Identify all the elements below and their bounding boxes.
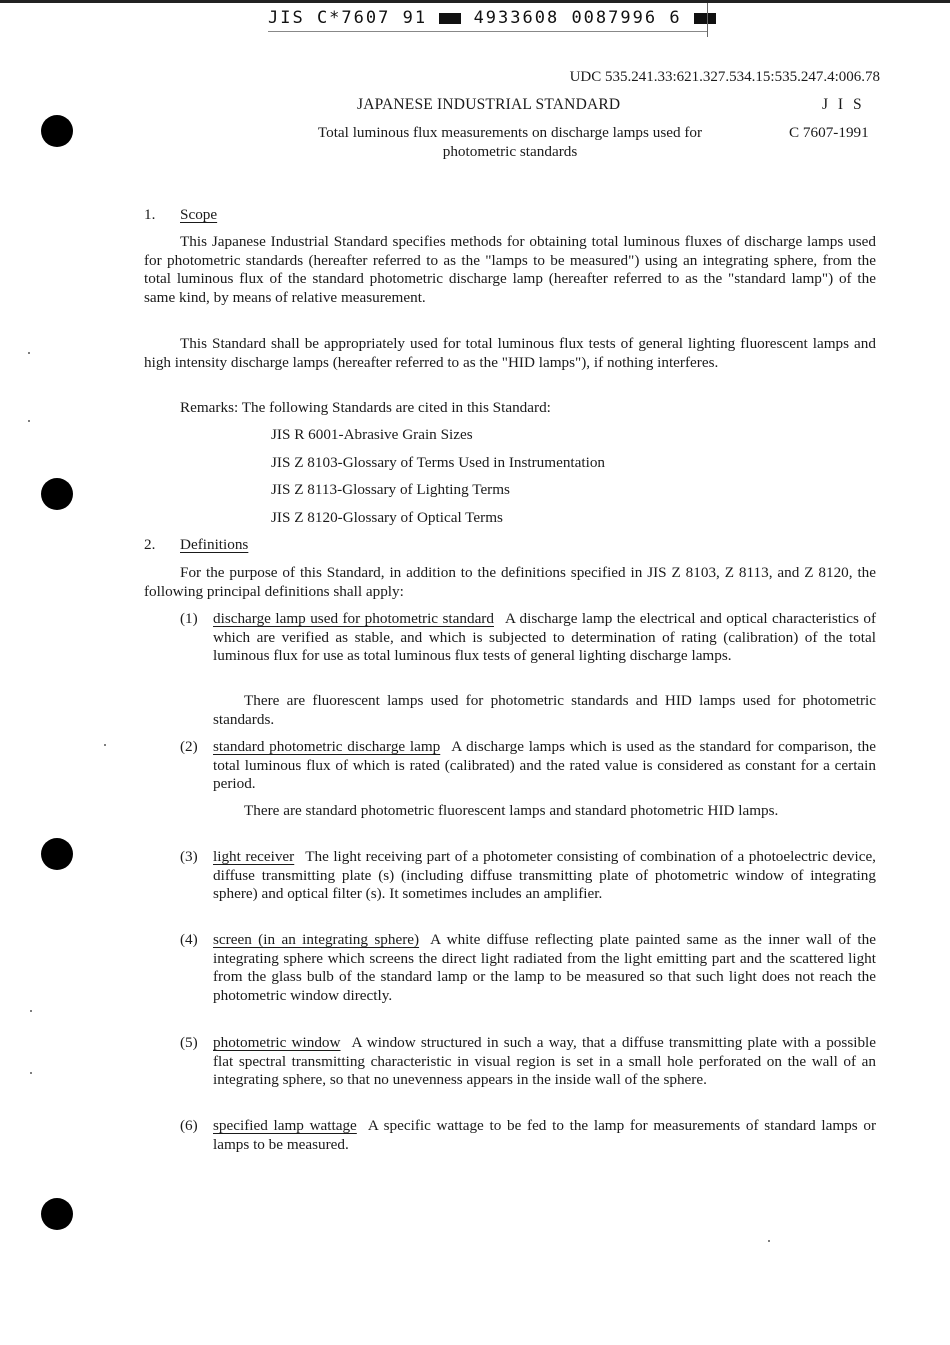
definition-term: specified lamp wattage [213,1117,357,1134]
definition-text: The light receiving part of a photometer consisting of combination of a photoelectric device, diffuse transmitting plate (s) (including diffuse transmitting plate of photometric window of integrating sphere) and optical filter (s). It sometimes includes an amplifier. [213,848,876,903]
definition-number: (6) [180,1117,198,1134]
punch-hole-icon [41,115,73,147]
black-block-mark-end [694,13,716,24]
scan-speck [30,1010,32,1012]
definition-text: A specific wattage to be fed to the lamp for measurements of standard lamps or lamps to be measured. [213,1117,877,1153]
definition-term: screen (in an integrating sphere) [213,931,420,948]
section-heading-scope: Scope [180,206,218,223]
definition-note: There are fluorescent lamps used for photometric standards and HID lamps used for photometric standards. [213,692,876,728]
punch-hole-icon [41,1198,73,1230]
section-number: 2. [144,536,156,553]
definition-item [213,1034,876,1090]
scope-paragraph-1: This Japanese Industrial Standard specifies methods for obtaining total luminous fluxes of discharge lamps used for photometric standards (hereafter referred to as the "lamps to be measured") using an integrating sphere, from the total luminous flux of the standard photometric discharge lamp (hereafter referred to as the "standard lamp") of the same kind, by means of relative measurement. [144,233,876,306]
definitions-intro: For the purpose of this Standard, in addition to the definitions specified in JIS Z 8103, Z 8113, and Z 8120, the following principal definitions shall apply: [144,564,876,600]
definition-text: A discharge lamp the electrical and optical characteristics of which are verified as stable, and which is subjected to determination of rating (calibration) of the total luminous flux for use as total luminous flux tests of general lighting discharge lamps. [213,610,877,665]
code-part-1: JIS C*7607 91 [268,8,428,28]
standard-number: C 7607-1991 [789,124,869,141]
definition-number: (4) [180,931,198,948]
scan-speck [28,352,30,354]
crop-mark [707,3,708,37]
punch-hole-icon [41,478,73,510]
definition-text: A white diffuse reflecting plate painted same as the inner wall of the integrating sphere which screens the direct light radiated from the light emitting part and the scattered light from the glass bulb of the standard lamp or the lamp to be measured so that such light does not reach the photometric window directly. [213,931,876,1004]
standard-name: JAPANESE INDUSTRIAL STANDARD [357,96,621,113]
cited-standard: JIS Z 8103-Glossary of Terms Used in Instrumentation [271,454,606,471]
definition-text: A discharge lamps which is used as the standard for comparison, the total luminous flux of which is rated (calibrated) and the rated value is considered as constant for a certain period. [213,738,877,793]
code-part-2: 4933608 0087996 6 [473,8,682,28]
document-code-header [268,9,708,32]
definition-note: There are standard photometric fluorescent lamps and standard photometric HID lamps. [244,802,779,819]
definition-term: standard photometric discharge lamp [213,738,441,755]
scan-speck [104,744,106,746]
cited-standard: JIS R 6001-Abrasive Grain Sizes [271,426,473,443]
section-number: 1. [144,206,156,223]
udc-classification: UDC 535.241.33:621.327.534.15:535.247.4:006.78 [569,69,880,85]
definition-item [213,738,876,794]
definition-number: (5) [180,1034,198,1051]
definition-item [213,610,876,666]
section-heading-definitions: Definitions [180,536,249,553]
black-block-mark [439,13,461,24]
scan-top-border [0,0,950,3]
scan-speck [30,1072,32,1074]
remarks-line: Remarks: The following Standards are cited in this Standard: [180,399,551,416]
punch-hole-icon [41,838,73,870]
definition-text: A window structured in such a way, that a diffuse transmitting plate with a possible flat spectral transmitting characteristic in visual region is set in a small hole perforated on the wall of an integrating sphere, so that no unevenness appears in the inside wall of the sphere. [213,1034,877,1089]
cited-standard: JIS Z 8113-Glossary of Lighting Terms [271,481,510,498]
scan-speck [28,420,30,422]
scan-speck [768,1240,770,1242]
definition-number: (3) [180,848,198,865]
scope-paragraph-2: This Standard shall be appropriately used for total luminous flux tests of general lighting fluorescent lamps and high intensity discharge lamps (hereafter referred to as the "HID lamps"), if nothing interferes. [144,335,876,371]
definition-item [213,1117,876,1154]
document-title: Total luminous flux measurements on discharge lamps used for photometric standards [317,124,703,160]
cited-standard: JIS Z 8120-Glossary of Optical Terms [271,509,503,526]
jis-mark: J I S [822,96,865,113]
definition-term: light receiver [213,848,295,865]
definition-number: (2) [180,738,198,755]
definition-number: (1) [180,610,198,627]
definition-term: discharge lamp used for photometric standard [213,610,494,627]
definition-item [213,931,876,1005]
definition-term: photometric window [213,1034,341,1051]
definition-item [213,848,876,904]
